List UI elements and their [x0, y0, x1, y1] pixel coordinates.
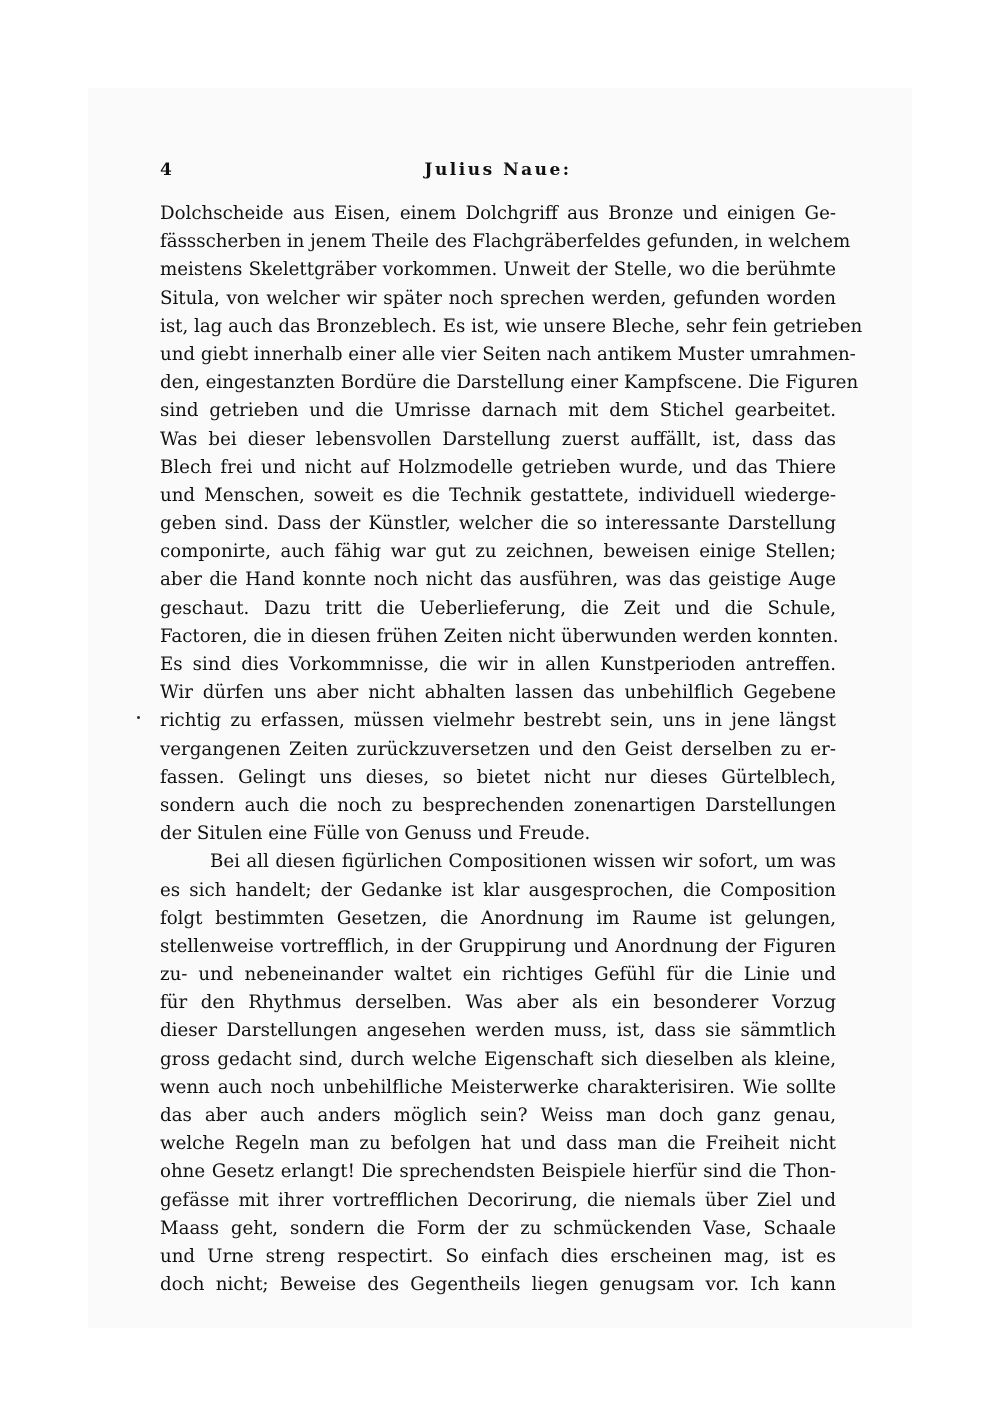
- text-line: richtig zu erfassen, müssen vielmehr bestrebt sein, uns in jene längst: [160, 710, 836, 732]
- text-line: den, eingestanzten Bordüre die Darstellung einer Kampfscene. Die Figuren: [160, 372, 859, 394]
- text-line: componirte, auch fähig war gut zu zeichnen, beweisen einige Stellen;: [160, 541, 836, 563]
- text-line: fässscherben in jenem Theile des Flachgräberfeldes gefunden, in welchem: [160, 231, 851, 253]
- text-line: und giebt innerhalb einer alle vier Seiten nach antikem Muster umrahmen-: [160, 343, 856, 365]
- header-title: Julius Naue:: [424, 160, 572, 180]
- text-line: geben sind. Dass der Künstler, welcher die so interessante Darstellung: [160, 513, 836, 535]
- text-line: sondern auch die noch zu besprechenden zonenartigen Darstellungen: [160, 794, 836, 816]
- text-line: Blech frei und nicht auf Holzmodelle getrieben wurde, und das Thiere: [160, 456, 836, 478]
- text-line: wenn auch noch unbehilfliche Meisterwerke charakterisiren. Wie sollte: [160, 1076, 836, 1098]
- text-line: gefässe mit ihrer vortrefflichen Decorirung, die niemals über Ziel und: [160, 1189, 836, 1211]
- text-line: für den Rhythmus derselben. Was aber als ein besonderer Vorzug: [160, 992, 836, 1014]
- text-line: vergangenen Zeiten zurückzuversetzen und den Geist derselben zu er-: [160, 738, 836, 760]
- text-line: dieser Darstellungen angesehen werden muss, ist, dass sie sämmtlich: [160, 1020, 836, 1042]
- text-line: doch nicht; Beweise des Gegentheils liegen genugsam vor. Ich kann: [160, 1274, 836, 1296]
- text-line: aber die Hand konnte noch nicht das ausführen, was das geistige Auge: [160, 569, 836, 591]
- text-line: Wir dürfen uns aber nicht abhalten lassen das unbehilflich Gegebene: [160, 682, 836, 704]
- text-line: ohne Gesetz erlangt! Die sprechendsten Beispiele hierfür sind die Thon-: [160, 1161, 836, 1183]
- text-line: sind getrieben und die Umrisse darnach mit dem Stichel gearbeitet.: [160, 400, 836, 422]
- text-line: stellenweise vortrefflich, in der Gruppirung und Anordnung der Figuren: [160, 935, 836, 957]
- text-line: gross gedacht sind, durch welche Eigenschaft sich dieselben als kleine,: [160, 1048, 836, 1070]
- text-line: geschaut. Dazu tritt die Ueberlieferung, die Zeit und die Schule,: [160, 597, 836, 619]
- text-line: der Situlen eine Fülle von Genuss und Freude.: [160, 823, 591, 845]
- text-line: welche Regeln man zu befolgen hat und dass man die Freiheit nicht: [160, 1133, 836, 1155]
- paragraph: [160, 848, 836, 1299]
- text-line: Maass geht, sondern die Form der zu schmückenden Vase, Schaale: [160, 1217, 836, 1239]
- text-line: zu- und nebeneinander waltet ein richtiges Gefühl für die Linie und: [160, 964, 836, 986]
- body-text: [160, 200, 863, 1299]
- text-line: Was bei dieser lebensvollen Darstellung zuerst auffällt, ist, dass das: [160, 428, 836, 450]
- text-line: ist, lag auch das Bronzeblech. Es ist, wie unsere Bleche, sehr fein getrieben: [160, 315, 863, 337]
- text-line: folgt bestimmten Gesetzen, die Anordnung im Raume ist gelungen,: [160, 907, 836, 929]
- text-line: fassen. Gelingt uns dieses, so bietet nicht nur dieses Gürtelblech,: [160, 766, 836, 788]
- page-number: 4: [160, 160, 172, 180]
- text-line: Bei all diesen figürlichen Compositionen wissen wir sofort, um was: [210, 851, 836, 873]
- text-line: Situla, von welcher wir später noch sprechen werden, gefunden worden: [160, 287, 836, 309]
- text-line: Es sind dies Vorkommnisse, die wir in allen Kunstperioden antreffen.: [160, 654, 836, 675]
- text-line: und Urne streng respectirt. So einfach dies erscheinen mag, ist es: [160, 1245, 836, 1267]
- text-line: es sich handelt; der Gedanke ist klar ausgesprochen, die Composition: [160, 879, 836, 901]
- margin-mark: [137, 716, 140, 719]
- running-head: [160, 160, 836, 184]
- text-line: Factoren, die in diesen frühen Zeiten nicht überwunden werden konnten.: [160, 625, 839, 647]
- text-line: und Menschen, soweit es die Technik gestattete, individuell wiederge-: [160, 484, 836, 506]
- paragraph: [160, 200, 863, 848]
- text-line: das aber auch anders möglich sein? Weiss man doch ganz genau,: [160, 1105, 836, 1126]
- text-line: Dolchscheide aus Eisen, einem Dolchgriff aus Bronze und einigen Ge-: [160, 203, 836, 224]
- text-line: meistens Skelettgräber vorkommen. Unweit der Stelle, wo die berühmte: [160, 259, 836, 281]
